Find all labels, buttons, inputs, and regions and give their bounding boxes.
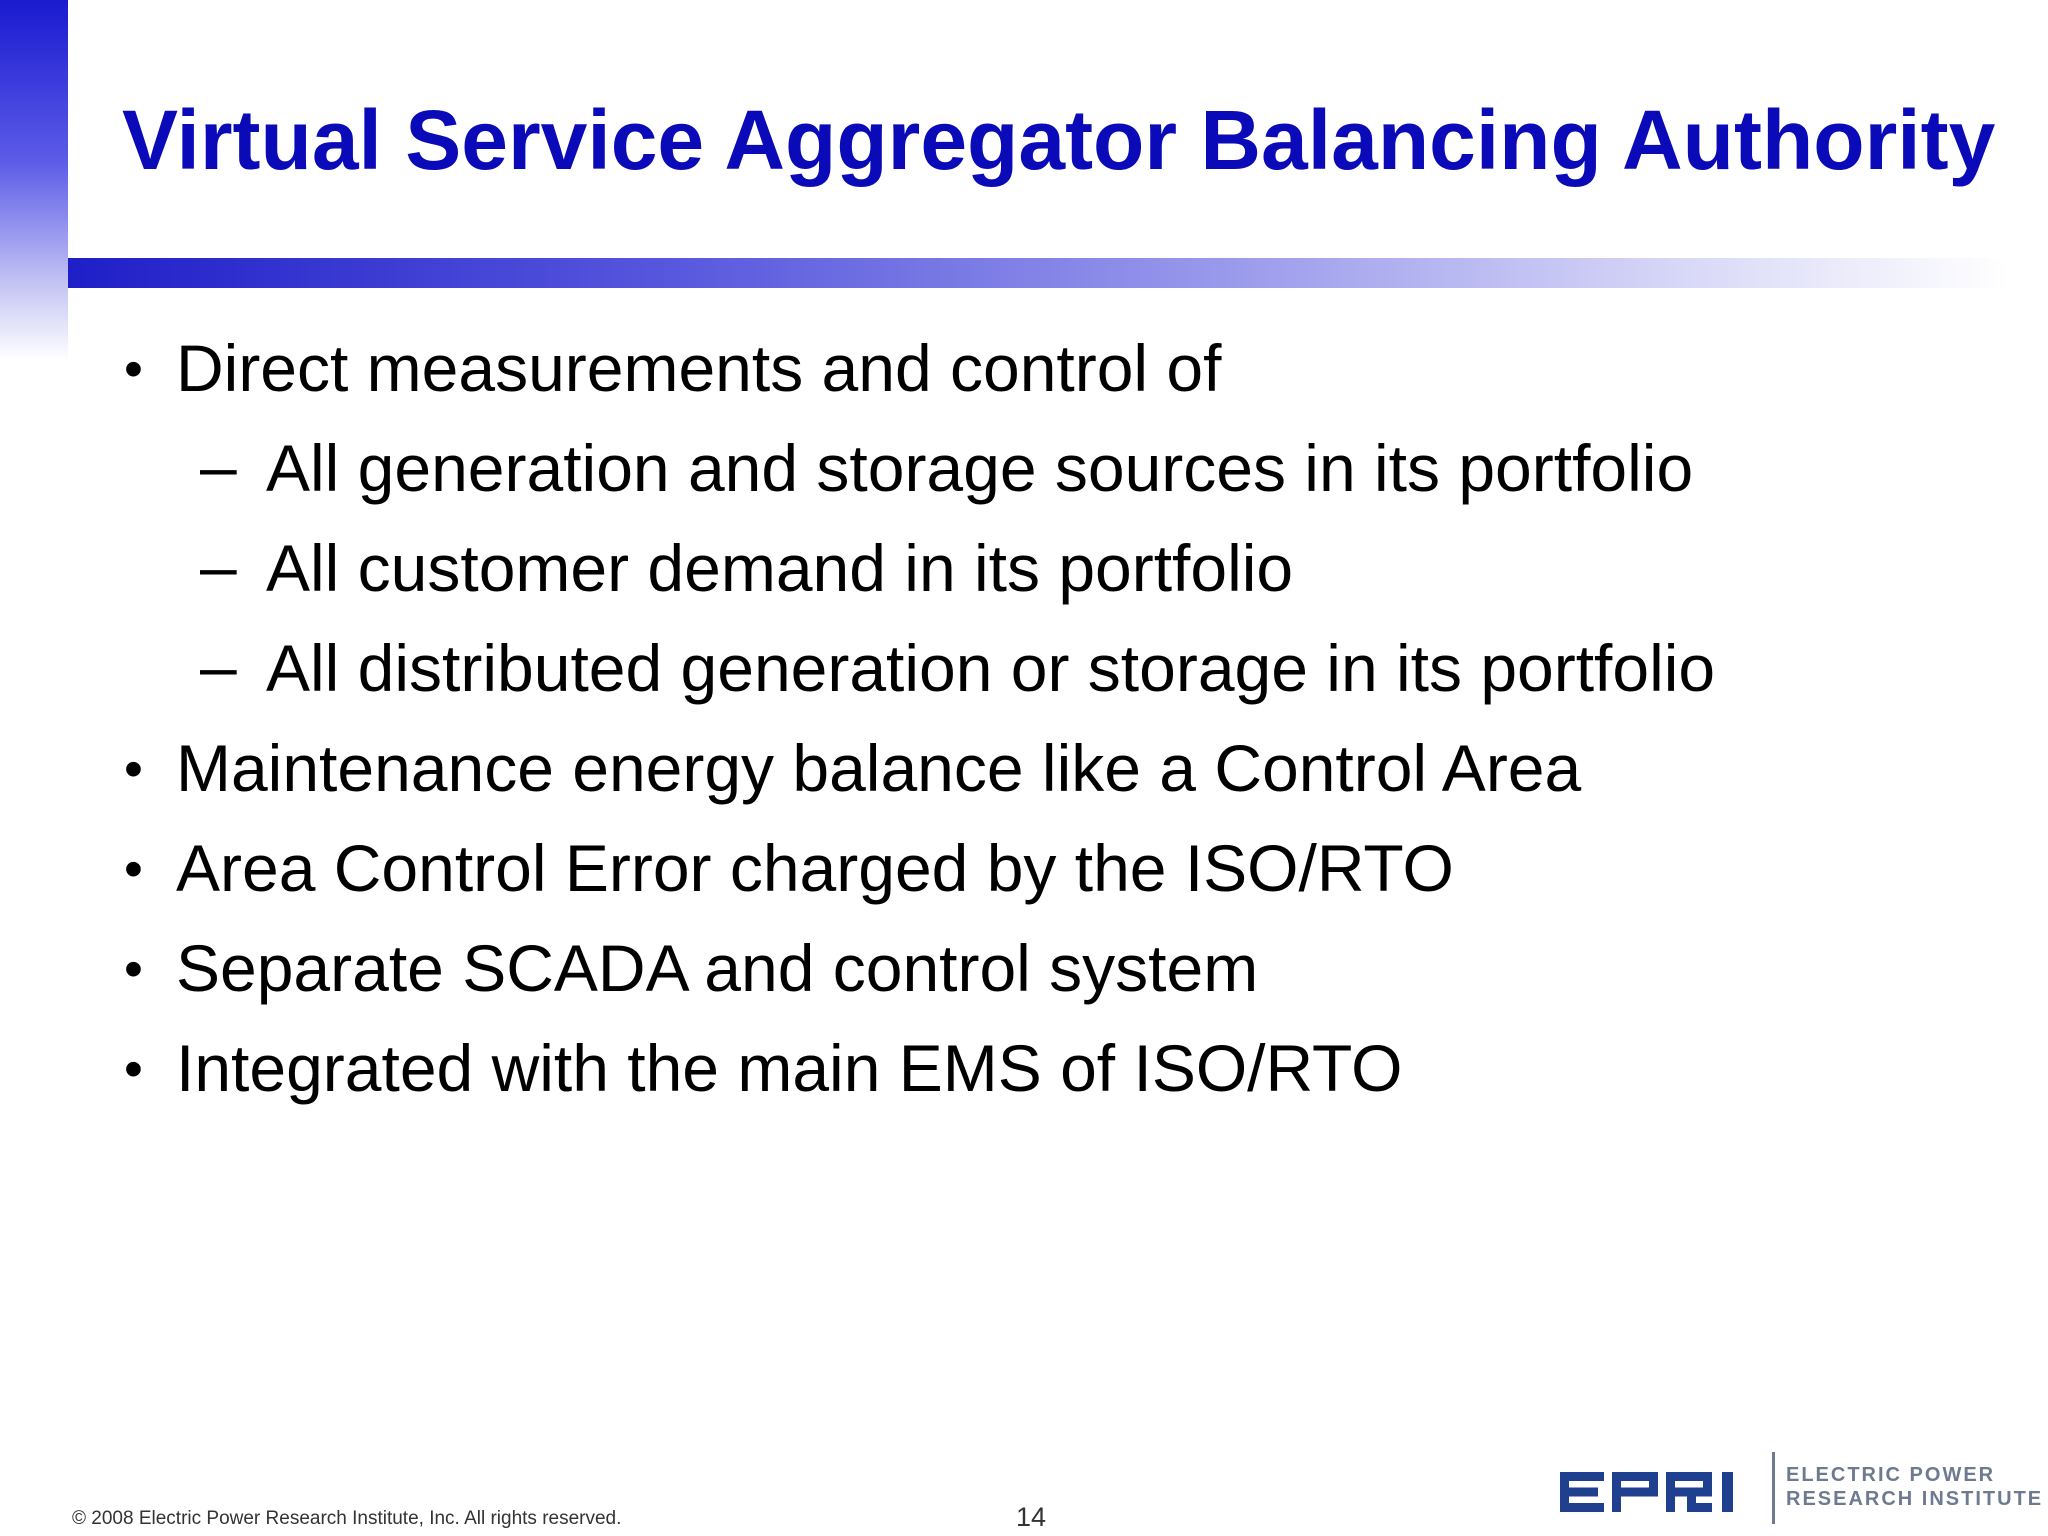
bullet-text: Direct measurements and control of — [176, 331, 1222, 405]
bullet-item — [0, 1030, 2048, 1130]
bullet-marker: • — [124, 839, 143, 899]
sub-bullet-text: All distributed generation or storage in its portfolio — [266, 631, 1716, 705]
bullet-item — [0, 730, 2048, 830]
bullet-marker: • — [124, 339, 143, 399]
bullet-text: Separate SCADA and control system — [176, 931, 1259, 1005]
logo-tagline-line2: RESEARCH INSTITUTE — [1786, 1488, 2044, 1510]
sub-bullet-marker: – — [200, 429, 237, 503]
bullet-text: Integrated with the main EMS of ISO/RTO — [176, 1031, 1403, 1105]
title-underline-gradient — [68, 258, 2008, 288]
bullet-list — [0, 330, 2048, 1130]
sub-bullet-item — [0, 530, 2048, 630]
sub-bullet-marker: – — [200, 529, 237, 603]
slide-title: Virtual Service Aggregator Balancing Authority — [122, 93, 1996, 187]
bullet-text: Area Control Error charged by the ISO/RTO — [176, 831, 1454, 905]
logo-tagline-line1: ELECTRIC POWER — [1786, 1464, 1996, 1486]
copyright-notice: © 2008 Electric Power Research Institute, Inc. All rights reserved. — [72, 1508, 622, 1529]
page-number: 14 — [1016, 1502, 1047, 1532]
bullet-item — [0, 830, 2048, 930]
logo-divider — [1772, 1452, 1775, 1524]
bullet-item — [0, 930, 2048, 1030]
sub-bullet-text: All generation and storage sources in its portfolio — [266, 431, 1694, 505]
sub-bullet-item — [0, 630, 2048, 730]
epri-logo — [1560, 1452, 2044, 1528]
bullet-marker: • — [124, 739, 143, 799]
bullet-text: Maintenance energy balance like a Control Area — [176, 731, 1582, 805]
sub-bullet-item — [0, 430, 2048, 530]
sub-bullet-marker: – — [200, 629, 237, 703]
bullet-item — [0, 330, 2048, 430]
side-accent-bar — [0, 0, 68, 360]
sub-bullet-text: All customer demand in its portfolio — [266, 531, 1294, 605]
bullet-marker: • — [124, 939, 143, 999]
epri-wordmark-icon — [1560, 1472, 1760, 1512]
bullet-marker: • — [124, 1039, 143, 1099]
